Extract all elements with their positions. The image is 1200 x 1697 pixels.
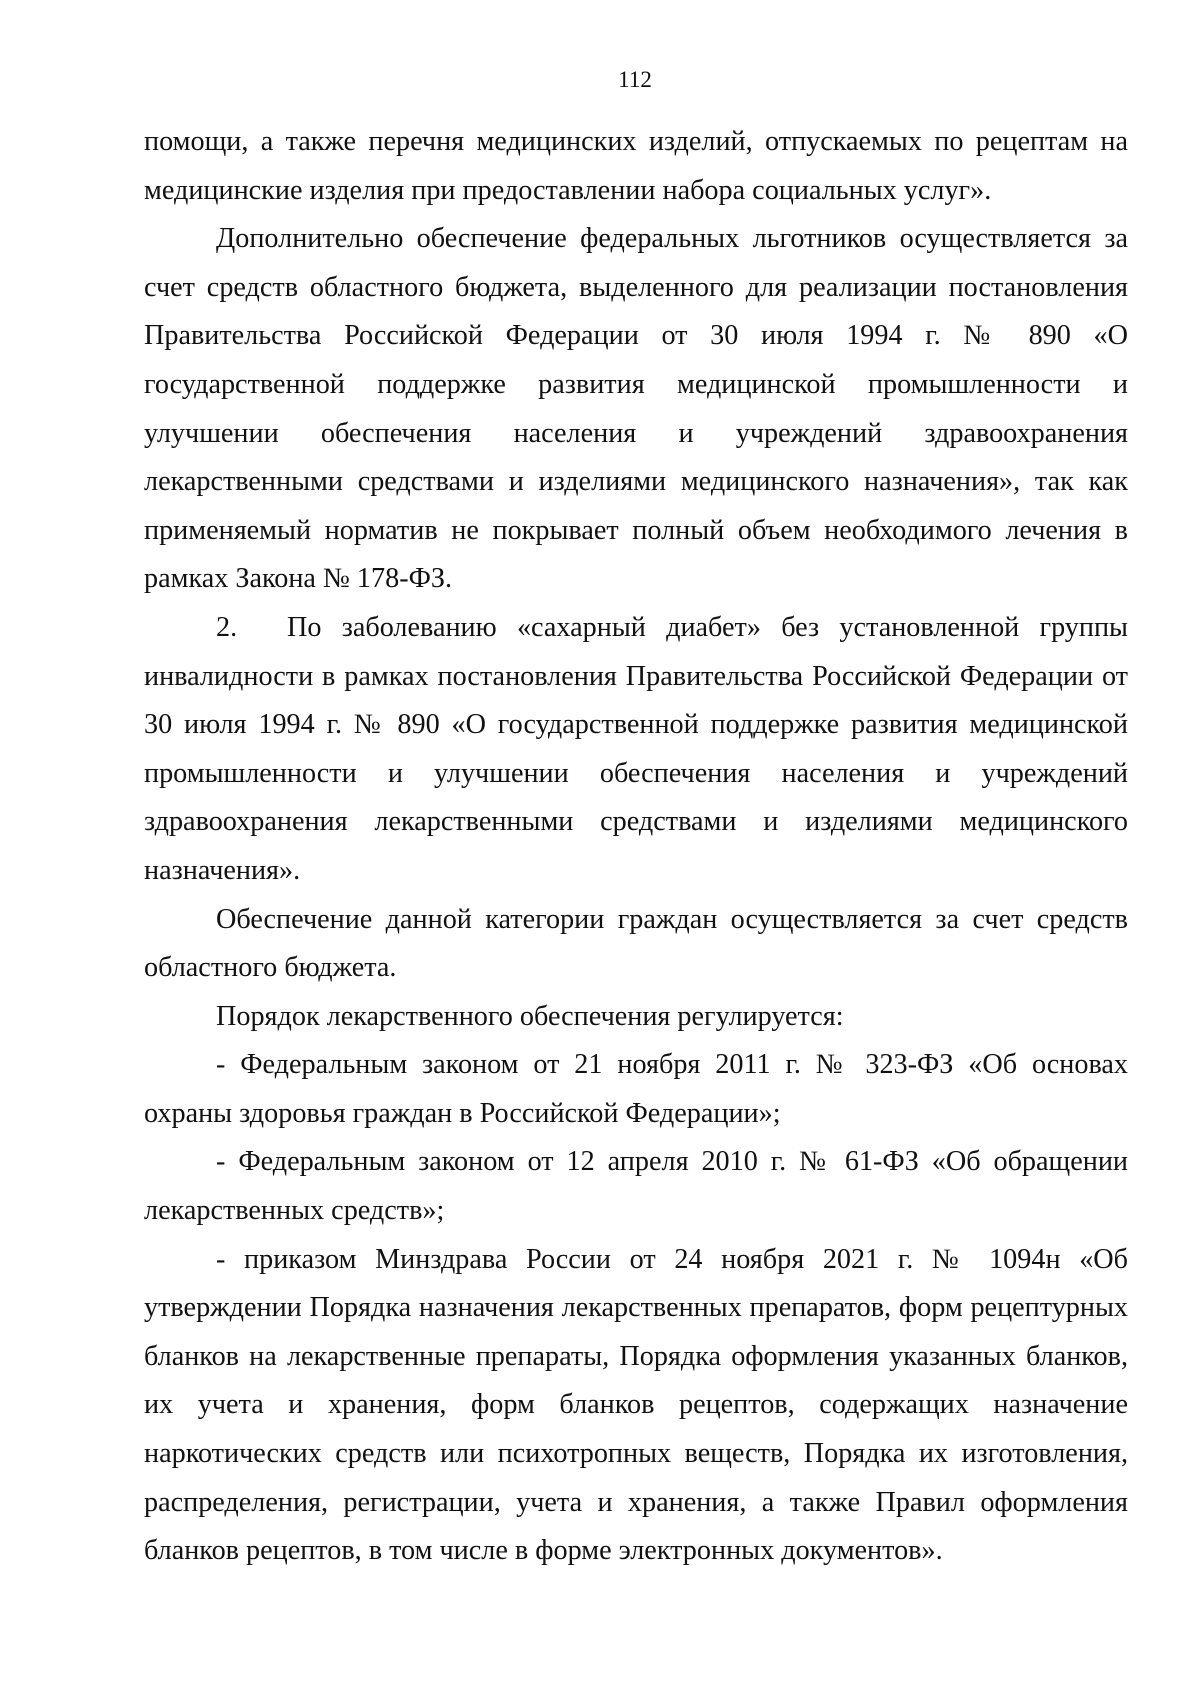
list-item-law-61: - Федеральным законом от 12 апреля 2010 г. № 61-ФЗ «Об обращении лекарственных средств»; bbox=[144, 1146, 1128, 1227]
list-item-order-1094n: - приказом Минздрава России от 24 ноября 2021 г. № 1094н «Об утверждении Порядка назначения лекарственных препаратов, форм рецептурных бланков на лекарственные препараты, Порядка оформления указанных бланков, их учета и хранения, форм бланков рецептов, содержащих назначение наркотических средств или психотропных веществ, Порядка их изготовления, распределения, регистрации, учета и хранения, а также Правил оформления бланков рецептов, в том числе в форме электронных документов». bbox=[144, 1243, 1128, 1567]
paragraph-additional-provision: Дополнительно обеспечение федеральных льготников осуществляется за счет средств областного бюджета, выделенного для реализации постановления Правительства Российской Федерации от 30 июля 1994 г. № 890 «О государственной поддержке развития медицинской промышленности и улучшении обеспечения населения и учреждений здравоохранения лекарственными средствами и изделиями медицинского назначения», так как применяемый норматив не покрывает полный объем необходимого лечения в рамках Закона № 178-ФЗ. bbox=[144, 223, 1128, 595]
page-number: 112 bbox=[618, 67, 652, 92]
list-item-law-323: - Федеральным законом от 21 ноября 2011 г. № 323-ФЗ «Об основах охраны здоровья граждан в Российской Федерации»; bbox=[144, 1049, 1128, 1129]
paragraph-category-funding: Обеспечение данной категории граждан осуществляется за счет средств областного бюджета. bbox=[144, 903, 1128, 984]
paragraph-numbered-item-2 bbox=[144, 604, 1128, 896]
list-number: 2. bbox=[216, 611, 238, 643]
paragraph-continuation: помощи, а также перечня медицинских изделий, отпускаемых по рецептам на медицинские изделия при предоставлении набора социальных услуг». bbox=[144, 126, 1128, 206]
document-body bbox=[144, 118, 1128, 1576]
paragraph-regulation-intro: Порядок лекарственного обеспечения регулируется: bbox=[216, 1000, 844, 1032]
list-item-text: По заболеванию «сахарный диабет» без установленной группы инвалидности в рамках постановления Правительства Российской Федерации от 30 июля 1994 г. № 890 «О государственной поддержке развития медицинской промышленности и улучшении обеспечения населения и учреждений здравоохранения лекарственными средствами и изделиями медицинского назначения». bbox=[144, 611, 1128, 886]
